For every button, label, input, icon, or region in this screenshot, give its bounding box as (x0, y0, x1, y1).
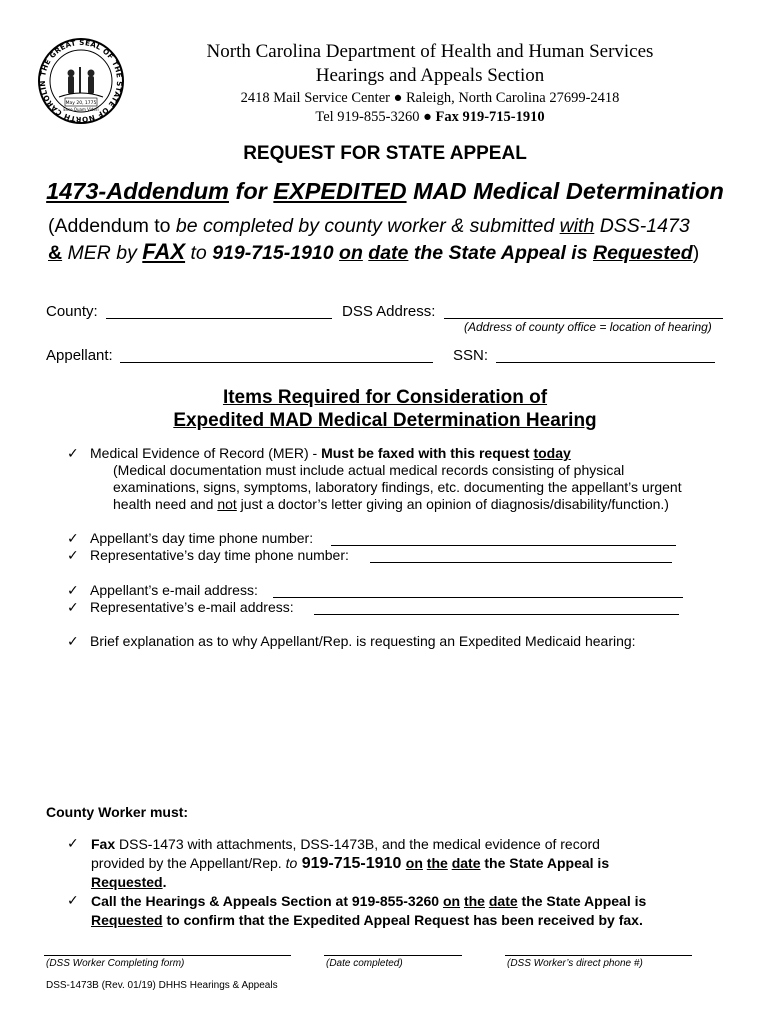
rep-email-label: Representative’s e-mail address: (90, 599, 294, 615)
form-title: REQUEST FOR STATE APPEAL (243, 143, 527, 164)
state-seal (37, 37, 125, 125)
check-icon: ✓ (67, 583, 79, 599)
mer-details: (Medical documentation must include actual medical records consisting of physical examinations, signs, symptoms, laboratory findings, etc. documenting the appellant’s urgent health need and not just a doctor’s letter giving an opinion of diagnosis/disability/function.) (113, 462, 682, 512)
fax-number: Fax 919-715-1910 (435, 109, 545, 125)
call-instruction: Call the Hearings & Appeals Section at 919-855-3260 on the date the State Appeal is Requested to confirm that the Expedited Appeal Request has been received by fax. (91, 893, 647, 928)
check-icon: ✓ (67, 836, 79, 852)
check-icon: ✓ (67, 531, 79, 547)
check-icon: ✓ (67, 548, 79, 564)
department-name: North Carolina Department of Health and Human Services (206, 41, 654, 62)
letterhead (140, 40, 720, 127)
fax-instruction: Fax DSS-1473 with attachments, DSS-1473B, and the medical evidence of record provided by the Appellant/Rep. to 919-715-1910 on the date the State Appeal is Requested. (91, 836, 610, 890)
subtitle-addendum: 1473-Addendum (46, 178, 229, 204)
mer-item: Medical Evidence of Record (MER) - Must be faxed with this request today (90, 445, 571, 461)
dss-address-label: DSS Address: (342, 303, 436, 320)
appellant-email-field[interactable] (273, 597, 683, 598)
rep-phone-label: Representative’s day time phone number: (90, 547, 349, 563)
ssn-label: SSN: (453, 347, 489, 364)
svg-text:THE GREAT SEAL OF THE STATE OF: THE GREAT SEAL OF THE STATE OF NORTH CAROLIN (37, 37, 125, 125)
svg-text:May 20, 1775: May 20, 1775 (65, 101, 97, 106)
subtitle-expedited: EXPEDITED (273, 178, 407, 204)
items-heading-line2: Expedited MAD Medical Determination Hearing (173, 410, 597, 431)
mailing-address: 2418 Mail Service Center ● Raleigh, North Carolina 27699-2418 (240, 90, 620, 106)
contact-numbers (140, 108, 720, 127)
dss-address-field[interactable] (444, 318, 723, 319)
explanation-area[interactable] (90, 655, 730, 795)
section-name: Hearings and Appeals Section (315, 65, 545, 86)
items-heading-line1: Items Required for Consideration of (222, 387, 548, 408)
tel-number: Tel 919-855-3260 ● (315, 109, 432, 125)
submission-instructions: (Addendum to be completed by county worker & submitted with DSS-1473 & MER by FAX to 919-715-1910 on date the State Appeal is Requested) (48, 215, 700, 264)
appellant-label: Appellant: (46, 347, 113, 364)
rep-phone-field[interactable] (370, 562, 672, 563)
check-icon: ✓ (67, 600, 79, 616)
check-icon: ✓ (67, 446, 79, 462)
check-icon: ✓ (67, 893, 79, 909)
check-icon: ✓ (67, 634, 79, 650)
county-field[interactable] (106, 318, 332, 319)
explanation-label: Brief explanation as to why Appellant/Rep. is requesting an Expedited Medicaid hearing: (90, 633, 636, 649)
form-id: DSS-1473B (Rev. 01/19) DHHS Hearings & Appeals (46, 980, 278, 991)
ssn-field[interactable] (496, 362, 715, 363)
dss-address-note: (Address of county office = location of hearing) (464, 320, 712, 334)
worker-signature-field[interactable] (44, 955, 291, 956)
worker-phone-label: (DSS Worker’s direct phone #) (507, 958, 643, 969)
rep-email-field[interactable] (314, 614, 679, 615)
date-completed-label: (Date completed) (326, 958, 403, 969)
form-subtitle: 1473-Addendum for EXPEDITED MAD Medical Determination (46, 178, 724, 204)
county-label: County: (46, 303, 98, 320)
appellant-field[interactable] (120, 362, 433, 363)
county-worker-heading: County Worker must: (46, 804, 189, 820)
svg-text:Esse Quam Videri: Esse Quam Videri (63, 107, 99, 112)
appellant-phone-field[interactable] (331, 545, 676, 546)
appellant-email-label: Appellant’s e-mail address: (90, 582, 258, 598)
worker-phone-field[interactable] (505, 955, 692, 956)
seal-graphic (37, 37, 125, 125)
worker-signature-label: (DSS Worker Completing form) (46, 958, 185, 969)
date-completed-field[interactable] (324, 955, 462, 956)
appellant-phone-label: Appellant’s day time phone number: (90, 530, 314, 546)
